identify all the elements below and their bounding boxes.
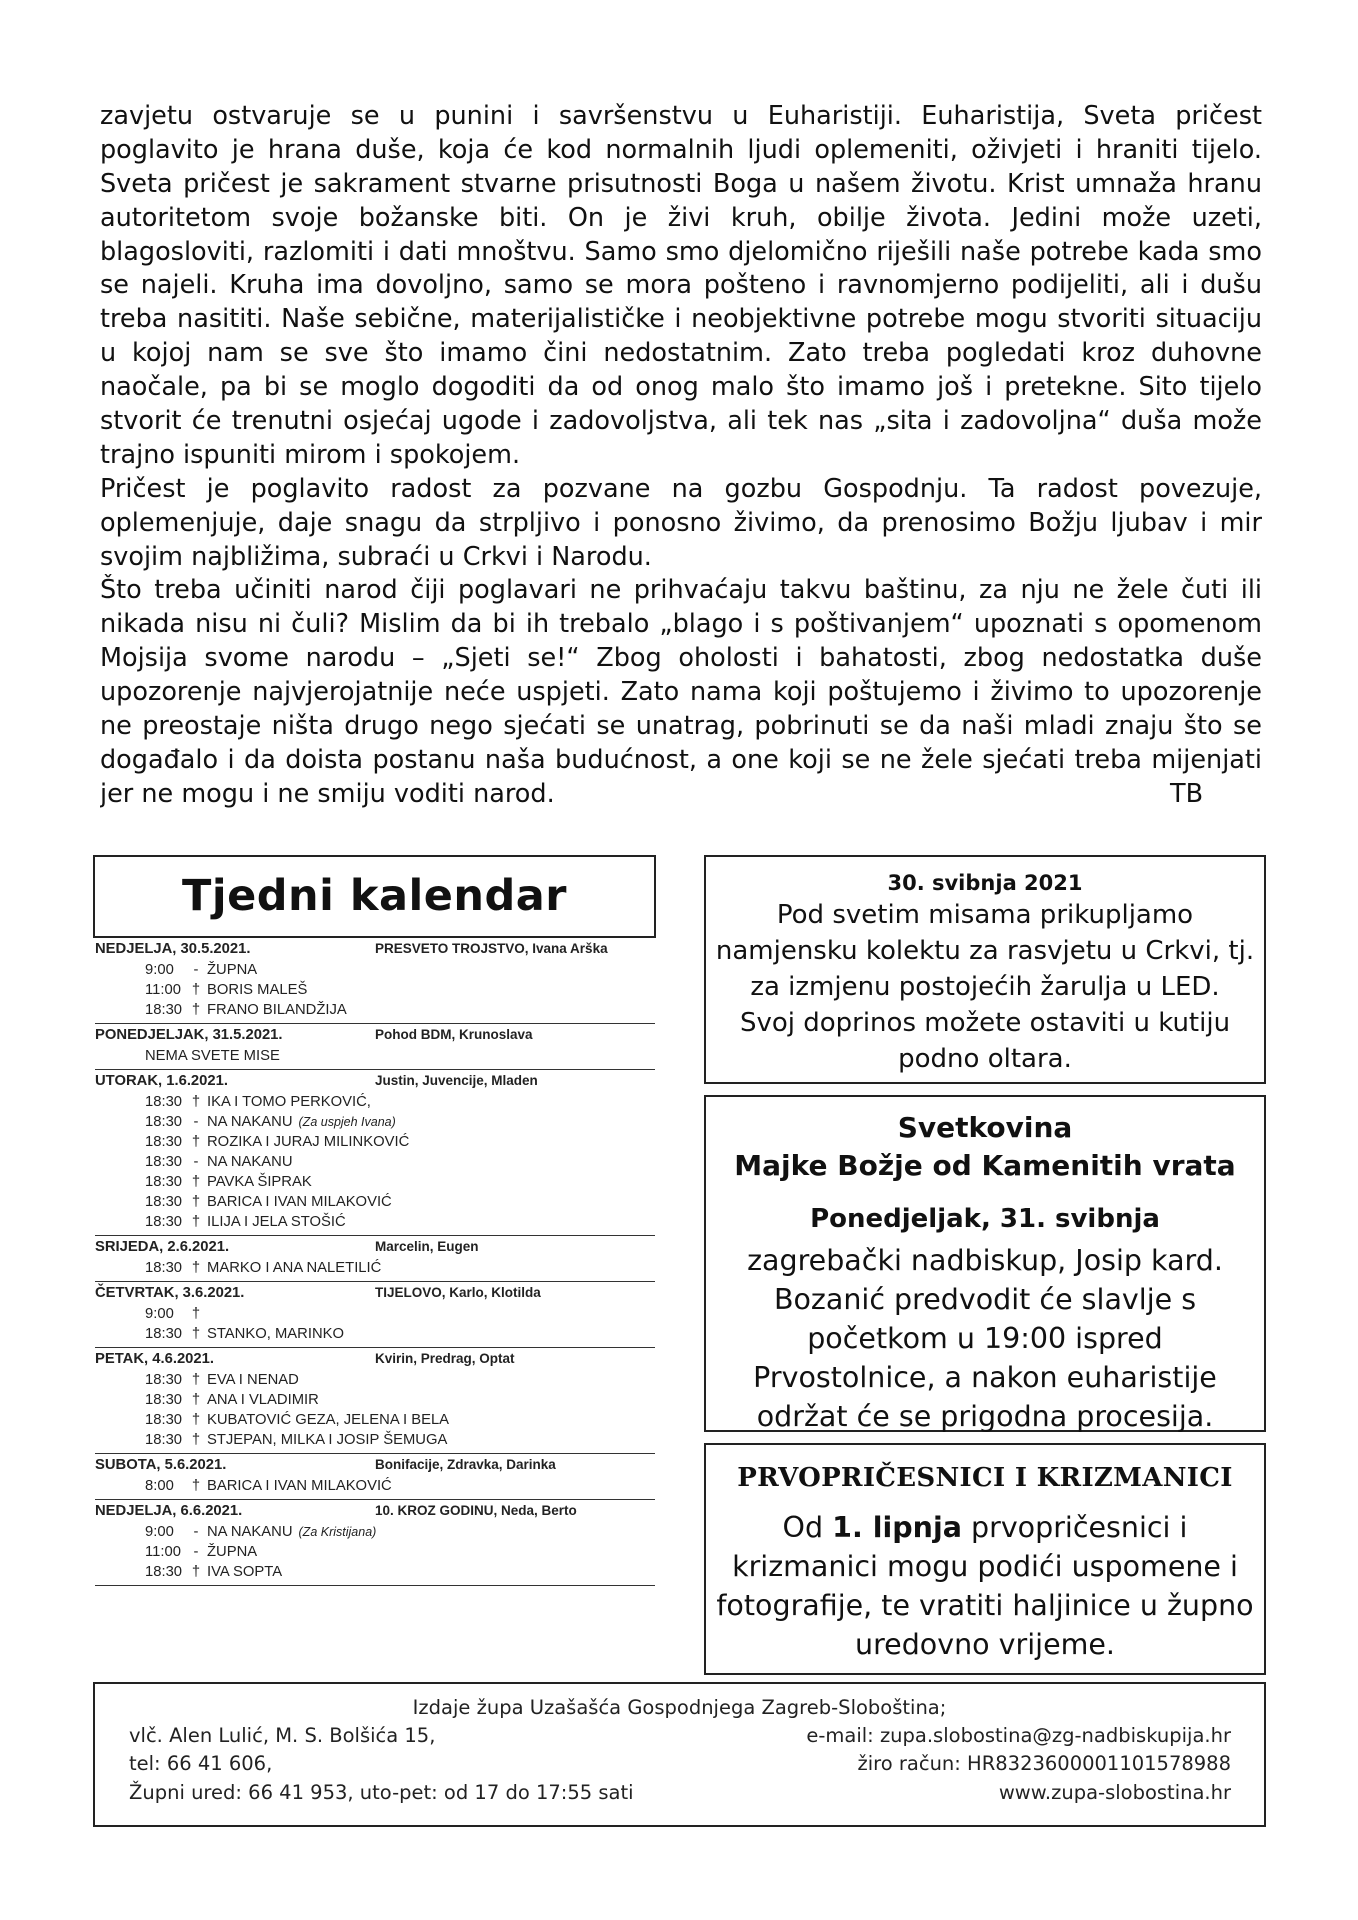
article-line-text: jer ne mogu i ne smiju voditi narod.	[100, 778, 555, 809]
mass-mark: †	[191, 1174, 201, 1190]
mass-mark: †	[191, 1412, 201, 1428]
website: www.zupa-slobostina.hr	[998, 1781, 1231, 1804]
communicants-line: krizmanici mogu podići uspomene i	[732, 1550, 1238, 1583]
notice-feast-box	[704, 1095, 1266, 1432]
article-line: se najeli. Kruha ima dovoljno, samo se mora pošteno i ravnomjerno podijeliti, ali i dušu	[100, 270, 1262, 301]
notice-line: za izmjenu postojećih žarulja u LED.	[750, 972, 1220, 1002]
article-text	[100, 100, 1262, 812]
calendar-day-name: ČETVRTAK, 3.6.2021.	[95, 1285, 245, 1301]
mass-mark: †	[191, 1564, 201, 1580]
mass-intention: IVA SOPTA	[207, 1564, 283, 1580]
calendar-mass	[95, 1092, 655, 1112]
calendar-day-header	[95, 1070, 655, 1092]
calendar-day-name: PONEDJELJAK, 31.5.2021.	[95, 1027, 283, 1043]
mass-time: 11:00	[145, 982, 181, 998]
article-line: događalo i da doista postanu naša budućnost, a one koji se ne žele sjećati treba mijenjati	[100, 744, 1262, 775]
calendar-day	[95, 1348, 655, 1454]
pastor-address: vlč. Alen Lulić, M. S. Bolšića 15,	[129, 1724, 436, 1747]
calendar-day-header	[95, 1348, 655, 1370]
calendar-day-feast: Kvirin, Predrag, Optat	[375, 1351, 515, 1366]
mass-note: (Za uspjeh Ivana)	[298, 1115, 396, 1129]
article-line: poglavito je hrana duše, koja će kod normalnih ljudi oplemeniti, oživjeti i hraniti tijelo.	[100, 134, 1262, 165]
calendar-day-feast: PRESVETO TROJSTVO, Ivana Arška	[375, 941, 608, 956]
article-line: treba nasititi. Naše sebične, materijalističke i neobjektivne potrebe mogu stvoriti situaciju	[100, 304, 1262, 335]
calendar-mass	[95, 980, 655, 1000]
mass-mark: -	[193, 962, 199, 978]
author-signature: TB	[1170, 778, 1204, 809]
calendar-mass	[95, 1132, 655, 1152]
office-hours: Župni ured: 66 41 953, uto-pet: od 17 do 17:55 sati	[129, 1781, 634, 1804]
notice-line: Pod svetim misama prikupljamo	[776, 900, 1194, 930]
mass-intention: EVA I NENAD	[207, 1372, 299, 1388]
article-line: stvorit će trenutni osjećaj ugode i zadovoljstva, ali tek nas „sita i zadovoljna“ duša može	[100, 406, 1262, 437]
mass-intention: PAVKA ŠIPRAK	[207, 1174, 312, 1190]
feast-title-line1: Svetkovina	[897, 1111, 1073, 1144]
mass-time: 18:30	[145, 1002, 183, 1018]
phone: tel: 66 41 606,	[129, 1752, 273, 1775]
calendar-day-name: NEDJELJA, 6.6.2021.	[95, 1503, 243, 1519]
notice-line: Svoj doprinos možete ostaviti u kutiju	[739, 1008, 1231, 1038]
feast-date: Ponedjeljak, 31. svibnja	[810, 1204, 1160, 1234]
article-line: nikada nisu ni čuli? Mislim da bi ih trebalo „blago i s poštivanjem“ upoznati s opomenom	[100, 609, 1262, 640]
calendar-day	[95, 1454, 655, 1500]
calendar-day-name: SRIJEDA, 2.6.2021.	[95, 1239, 230, 1255]
article-line: u kojoj nam se sve što imamo čini nedostatnim. Zato treba pogledati kroz duhovne	[100, 338, 1262, 369]
mass-mark: †	[191, 1134, 201, 1150]
mass-intention: BARICA I IVAN MILAKOVIĆ	[207, 1478, 392, 1494]
mass-time: 18:30	[145, 1564, 183, 1580]
calendar-mass	[95, 1192, 655, 1212]
calendar-mass	[95, 1370, 655, 1390]
calendar-day	[95, 938, 655, 1024]
mass-intention: BORIS MALEŠ	[207, 982, 308, 998]
mass-intention: BARICA I IVAN MILAKOVIĆ	[207, 1194, 392, 1210]
feast-line: održat će se prigodna procesija.	[756, 1400, 1214, 1433]
mass-mark: †	[191, 1306, 201, 1322]
mass-time: 9:00	[145, 1524, 174, 1540]
mass-mark: -	[193, 1154, 199, 1170]
article-line: svojim najbližima, subraći u Crkvi i Narodu.	[100, 541, 652, 572]
calendar-mass	[95, 1522, 655, 1542]
mass-time: 18:30	[145, 1432, 183, 1448]
text-fragment: Od	[782, 1511, 833, 1544]
feast-line: zagrebački nadbiskup, Josip kard.	[747, 1244, 1223, 1277]
mass-intention: STJEPAN, MILKA I JOSIP ŠEMUGA	[207, 1432, 448, 1448]
calendar-day-name: PETAK, 4.6.2021.	[95, 1351, 214, 1367]
calendar-mass	[95, 1476, 655, 1496]
article-line: Mojsija svome narodu – „Sjeti se!“ Zbog oholosti i bahatosti, zbog nedostatka duše	[100, 643, 1262, 674]
mass-time: 8:00	[145, 1478, 174, 1494]
mass-time: 18:30	[145, 1260, 183, 1276]
mass-time: 18:30	[145, 1326, 183, 1342]
article-line: upozorenje najvjerojatnije neće uspjeti. Zato nama koji poštujemo i živimo to upozorenje	[100, 677, 1262, 708]
calendar-day-header	[95, 1454, 655, 1476]
communicants-line	[706, 1508, 1264, 1547]
calendar-day-header	[95, 1500, 655, 1522]
mass-time: 18:30	[145, 1114, 183, 1130]
calendar-mass	[95, 1304, 655, 1324]
mass-mark: †	[191, 1478, 201, 1494]
calendar-day-feast: Justin, Juvencije, Mladen	[375, 1073, 538, 1088]
weekly-calendar	[95, 938, 655, 1586]
mass-mark: †	[191, 1094, 201, 1110]
feast-line: Bozanić predvodit će slavlje s	[773, 1283, 1197, 1316]
notice-communicants-box	[704, 1443, 1266, 1675]
calendar-day	[95, 1282, 655, 1348]
mass-intention: ŽUPNA	[207, 962, 258, 978]
feast-text	[706, 1241, 1264, 1436]
mass-intention: ANA I VLADIMIR	[207, 1392, 319, 1408]
calendar-mass	[95, 1152, 655, 1172]
mass-mark: †	[191, 1432, 201, 1448]
mass-note: (Za Kristijana)	[298, 1525, 377, 1539]
notice-text	[706, 897, 1264, 1077]
text-fragment: prvopričesnici i	[961, 1511, 1188, 1544]
mass-intention: KUBATOVIĆ GEZA, JELENA I BELA	[207, 1412, 450, 1428]
article-line: autoritetom svoje božanske biti. On je živi kruh, obilje života. Jedini može uzeti,	[100, 202, 1262, 233]
mass-intention: NA NAKANU	[207, 1524, 293, 1540]
mass-mark: -	[193, 1544, 199, 1560]
feast-title	[706, 1109, 1264, 1185]
mass-intention: ŽUPNA	[207, 1544, 258, 1560]
email: e-mail: zupa.slobostina@zg-nadbiskupija.hr	[806, 1724, 1231, 1747]
calendar-day-header	[95, 1282, 655, 1304]
mass-time: 18:30	[145, 1412, 183, 1428]
calendar-day-feast: Bonifacije, Zdravka, Darinka	[375, 1457, 556, 1472]
mass-time: 18:30	[145, 1392, 183, 1408]
mass-mark: †	[191, 1214, 201, 1230]
calendar-mass	[95, 1410, 655, 1430]
article-line: naočale, pa bi se moglo dogoditi da od onog malo što imamo još i pretekne. Sito tijelo	[100, 372, 1262, 403]
calendar-day-name: NEDJELJA, 30.5.2021.	[95, 941, 251, 957]
mass-time: 18:30	[145, 1134, 183, 1150]
mass-intention: NEMA SVETE MISE	[145, 1048, 280, 1064]
calendar-day-header	[95, 1024, 655, 1046]
mass-mark: †	[191, 1372, 201, 1388]
mass-intention: ILIJA I JELA STOŠIĆ	[207, 1214, 346, 1230]
calendar-day	[95, 1236, 655, 1282]
calendar-mass	[95, 1258, 655, 1278]
mass-intention: STANKO, MARINKO	[207, 1326, 345, 1342]
mass-time: 18:30	[145, 1372, 183, 1388]
mass-intention: IKA I TOMO PERKOVIĆ,	[207, 1094, 371, 1110]
feast-line: Prvostolnice, a nakon euharistije	[753, 1361, 1217, 1394]
mass-time: 11:00	[145, 1544, 181, 1560]
communicants-line: uredovno vrijeme.	[855, 1628, 1115, 1661]
notice-date: 30. svibnja 2021	[887, 871, 1083, 895]
calendar-mass	[95, 1430, 655, 1450]
calendar-mass	[95, 1324, 655, 1344]
calendar-mass	[95, 1172, 655, 1192]
mass-mark: †	[191, 1392, 201, 1408]
calendar-mass	[95, 1562, 655, 1582]
calendar-mass	[95, 1212, 655, 1232]
calendar-mass	[95, 1046, 655, 1066]
mass-intention: NA NAKANU	[207, 1114, 293, 1130]
calendar-title-box	[93, 855, 656, 938]
communicants-title: PRVOPRIČESNICI I KRIZMANICI	[737, 1463, 1233, 1493]
feast-title-line2: Majke Božje od Kamenitih vrata	[734, 1149, 1236, 1182]
notice-line: namjensku kolektu za rasvjetu u Crkvi, tj.	[715, 936, 1255, 966]
article-line: ne preostaje ništa drugo nego sjećati se unatrag, pobrinuti se da naši mladi znaju što se	[100, 711, 1262, 742]
mass-mark: †	[191, 1326, 201, 1342]
notice-line: podno oltara.	[898, 1044, 1072, 1074]
mass-time: 9:00	[145, 1306, 174, 1322]
mass-mark: -	[193, 1114, 199, 1130]
calendar-mass	[95, 1390, 655, 1410]
mass-time: 18:30	[145, 1094, 183, 1110]
article-line: trajno ispuniti mirom i spokojem.	[100, 439, 521, 470]
article-line: Što treba učiniti narod čiji poglavari ne prihvaćaju takvu baštinu, za nju ne žele čuti ili	[100, 575, 1262, 606]
calendar-title: Tjedni kalendar	[182, 871, 567, 921]
date-emphasis: 1. lipnja	[832, 1511, 962, 1544]
mass-mark: †	[191, 1002, 201, 1018]
calendar-day-feast: Marcelin, Eugen	[375, 1239, 479, 1254]
calendar-mass	[95, 1112, 655, 1132]
feast-line: početkom u 19:00 ispred	[807, 1322, 1163, 1355]
mass-intention: NA NAKANU	[207, 1154, 293, 1170]
mass-time: 18:30	[145, 1154, 183, 1170]
mass-intention: MARKO I ANA NALETILIĆ	[207, 1260, 382, 1276]
calendar-day	[95, 1070, 655, 1236]
publisher-footer	[93, 1682, 1266, 1827]
article-line: blagosloviti, razlomiti i dati mnoštvu. Samo smo djelomično riješili naše potrebe kada smo	[100, 236, 1262, 267]
calendar-mass	[95, 1000, 655, 1020]
publisher-line: Izdaje župa Uzašašća Gospodnjega Zagreb-Sloboština;	[412, 1696, 947, 1719]
mass-intention: FRANO BILANDŽIJA	[207, 1002, 347, 1018]
calendar-day-header	[95, 938, 655, 960]
calendar-mass	[95, 1542, 655, 1562]
calendar-day-feast: TIJELOVO, Karlo, Klotilda	[375, 1285, 541, 1300]
mass-time: 18:30	[145, 1214, 183, 1230]
calendar-day-name: SUBOTA, 5.6.2021.	[95, 1457, 227, 1473]
bank-account: žiro račun: HR8323600001101578988	[857, 1752, 1231, 1775]
communicants-text	[706, 1508, 1264, 1664]
mass-time: 18:30	[145, 1194, 183, 1210]
mass-mark: †	[191, 982, 201, 998]
calendar-day-feast: Pohod BDM, Krunoslava	[375, 1027, 533, 1042]
mass-time: 18:30	[145, 1174, 183, 1190]
article-line	[100, 778, 1262, 812]
article-line: zavjetu ostvaruje se u punini i savršenstvu u Euharistiji. Euharistija, Sveta pričest	[100, 101, 1262, 131]
notice-collection-box	[704, 855, 1266, 1084]
calendar-day	[95, 1500, 655, 1586]
mass-intention: ROZIKA I JURAJ MILINKOVIĆ	[207, 1134, 410, 1150]
calendar-day	[95, 1024, 655, 1070]
article-line: Sveta pričest je sakrament stvarne prisutnosti Boga u našem životu. Krist umnaža hranu	[100, 168, 1262, 199]
mass-mark: -	[193, 1524, 199, 1540]
calendar-day-feast: 10. KROZ GODINU, Neda, Berto	[375, 1503, 577, 1518]
article-line: oplemenjuje, daje snagu da strpljivo i ponosno živimo, da prenosimo Božju ljubav i mir	[100, 507, 1262, 538]
article-line: Pričest je poglavito radost za pozvane na gozbu Gospodnju. Ta radost povezuje,	[100, 473, 1262, 504]
mass-mark: †	[191, 1194, 201, 1210]
mass-time: 9:00	[145, 962, 174, 978]
mass-mark: †	[191, 1260, 201, 1276]
calendar-mass	[95, 960, 655, 980]
calendar-day-header	[95, 1236, 655, 1258]
calendar-day-name: UTORAK, 1.6.2021.	[95, 1073, 228, 1089]
communicants-line: fotografije, te vratiti haljinice u župno	[716, 1589, 1254, 1622]
